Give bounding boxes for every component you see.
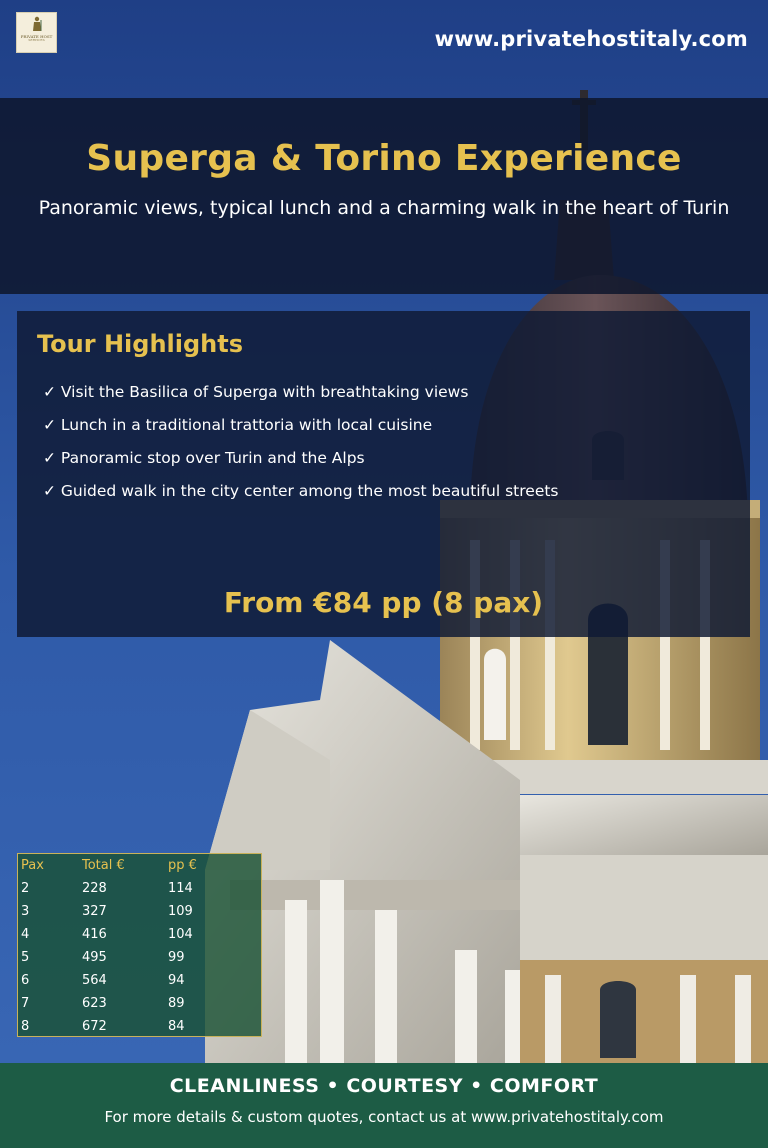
table-row [18,904,263,927]
table-cell: 109 [168,904,193,919]
table-row [18,996,263,1019]
table-cell: 672 [82,1019,107,1034]
table-cell: 3 [21,904,30,919]
table-cell: 5 [21,950,30,965]
company-logo[interactable] [16,12,57,53]
table-cell: 623 [82,996,107,1011]
table-row [18,1019,263,1042]
table-cell: 99 [168,950,185,965]
highlights-list [43,381,559,513]
table-cell: 228 [82,881,107,896]
table-cell: 4 [21,927,30,942]
pricing-table [17,853,262,1037]
table-cell: 94 [168,973,185,988]
highlight-item: ✓ Visit the Basilica of Superga with breathtaking views [43,383,469,401]
footer-tagline: CLEANLINESS • COURTESY • COMFORT [169,1075,599,1097]
highlight-item: ✓ Lunch in a traditional trattoria with local cuisine [43,416,433,434]
table-cell: 114 [168,881,193,896]
table-row [18,927,263,950]
table-cell: 327 [82,904,107,919]
table-cell: 7 [21,996,30,1011]
table-cell: 84 [168,1019,185,1034]
table-header-cell: Pax [21,858,44,873]
table-cell: 104 [168,927,193,942]
footer-contact: For more details & custom quotes, contact us at www.privatehostitaly.com [104,1108,664,1126]
logo-subtext: SERVICES [28,38,45,42]
table-row [18,950,263,973]
table-cell: 416 [82,927,107,942]
page-title: Superga & Torino Experience [86,138,682,179]
table-row [18,881,263,904]
table-header-cell: pp € [168,858,197,873]
table-cell: 89 [168,996,185,1011]
website-link[interactable]: www.privatehostitaly.com [434,27,748,51]
page-subtitle: Panoramic views, typical lunch and a charming walk in the heart of Turin [38,197,730,219]
guard-figure-icon [30,16,44,34]
title-banner [0,98,768,294]
table-cell: 2 [21,881,30,896]
table-cell: 495 [82,950,107,965]
table-cell: 8 [21,1019,30,1034]
table-header-cell: Total € [82,858,125,873]
price-label: From €84 pp (8 pax) [223,586,544,619]
highlights-title: Tour Highlights [37,330,244,358]
table-header-row [18,858,263,881]
highlight-item: ✓ Panoramic stop over Turin and the Alps [43,449,365,467]
logo-text: PRIVATE HOST [20,34,53,39]
highlight-item: ✓ Guided walk in the city center among the most beautiful streets [43,482,559,500]
table-row [18,973,263,996]
table-cell: 564 [82,973,107,988]
table-cell: 6 [21,973,30,988]
